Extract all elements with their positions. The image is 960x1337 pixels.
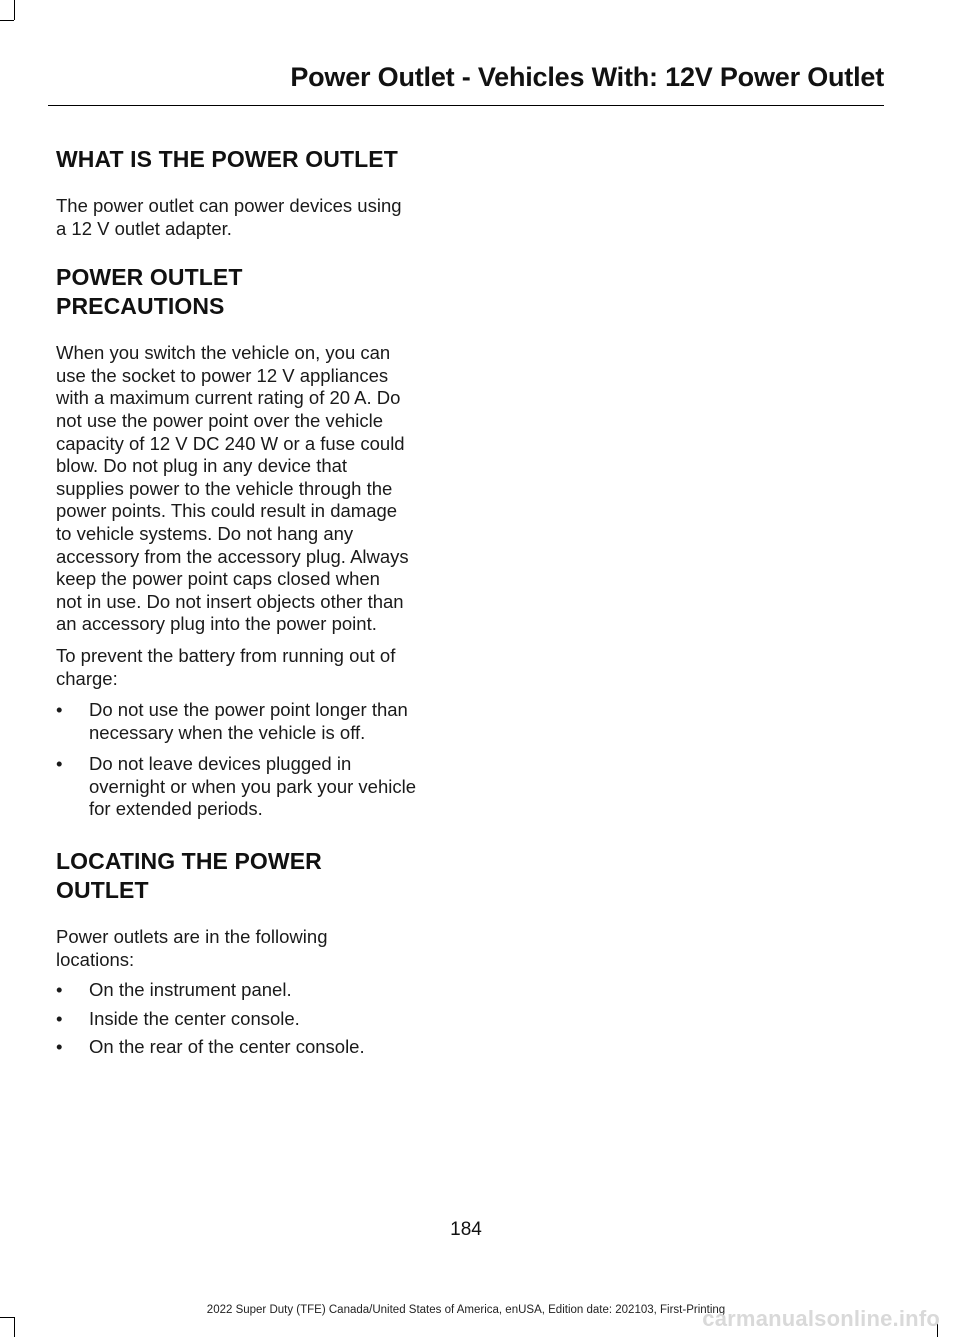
section-heading-power-outlet-precautions [56,263,448,321]
text-line: Do not leave devices plugged in [89,753,352,775]
crop-mark-top-left-horizontal [0,20,14,21]
list-item [56,1036,448,1059]
text-line: The power outlet can power devices using [56,195,402,216]
text-line: Do not use the power point longer than [89,699,408,721]
heading-line: POWER OUTLET [56,264,243,291]
text-line: charge: [56,667,118,689]
text-line: to vehicle systems. Do not hang any [56,522,354,544]
bullet-list-battery-tips [56,699,448,821]
paragraph-precautions-battery [56,645,448,690]
text-line: a 12 V outlet adapter. [56,217,232,239]
text-line: an accessory plug into the power point. [56,613,377,635]
text-line: blow. Do not plug in any device that [56,455,348,477]
section-heading-what-is-power-outlet [56,145,448,174]
heading-line: WHAT IS THE POWER OUTLET [56,146,398,172]
bullet-icon: • [56,979,63,1001]
crop-mark-top-left-vertical [14,0,15,20]
page-number: 184 [450,1219,482,1240]
content-column [56,145,448,1059]
heading-line: PRECAUTIONS [56,293,225,320]
text-line: On the instrument panel. [89,979,292,1001]
heading-line: OUTLET [56,877,149,904]
list-item [56,979,448,1002]
text-line: To prevent the battery from running out of [56,644,396,666]
text-line: supplies power to the vehicle through the [56,477,393,499]
bullet-list-outlet-locations [56,979,448,1059]
text-line: with a maximum current rating of 20 A. Do [56,387,401,409]
text-line: locations: [56,948,135,970]
text-line: capacity of 12 V DC 240 W or a fuse could [56,432,405,454]
bullet-icon: • [56,1036,63,1058]
bullet-icon: • [56,753,63,775]
text-line: accessory from the accessory plug. Always [56,545,409,567]
text-line: On the rear of the center console. [89,1036,365,1058]
text-line: necessary when the vehicle is off. [89,721,366,743]
text-line: not in use. Do not insert objects other than [56,590,404,612]
paragraph-what-is-power-outlet [56,195,448,240]
text-line: When you switch the vehicle on, you can [56,342,391,364]
text-line: Inside the center console. [89,1007,300,1029]
paragraph-precautions-main [56,342,448,636]
text-line: not use the power point over the vehicle [56,409,384,431]
bullet-icon: • [56,699,63,721]
page-header-title: Power Outlet - Vehicles With: 12V Power Outlet [290,62,884,92]
list-item [56,1008,448,1031]
list-item [56,699,448,744]
section-heading-locating-power-outlet [56,847,448,905]
crop-mark-bottom-left-vertical [14,1317,15,1337]
text-line: overnight or when you park your vehicle [89,775,417,797]
text-line: for extended periods. [89,798,263,820]
text-line: Power outlets are in the following [56,926,328,948]
crop-mark-bottom-left-horizontal [0,1317,14,1318]
text-line: keep the power point caps closed when [56,568,380,590]
heading-line: LOCATING THE POWER [56,848,322,875]
text-line: use the socket to power 12 V appliances [56,364,389,386]
text-line: power points. This could result in damage [56,500,398,522]
footer-edition-info: 2022 Super Duty (TFE) Canada/United States of America, enUSA, Edition date: 202103, First-Printing [206,1304,726,1316]
header-divider [48,105,884,106]
watermark-logo: carmanualsonline.info [702,1306,940,1331]
paragraph-locating [56,926,448,971]
list-item [56,753,448,821]
bullet-icon: • [56,1007,63,1029]
